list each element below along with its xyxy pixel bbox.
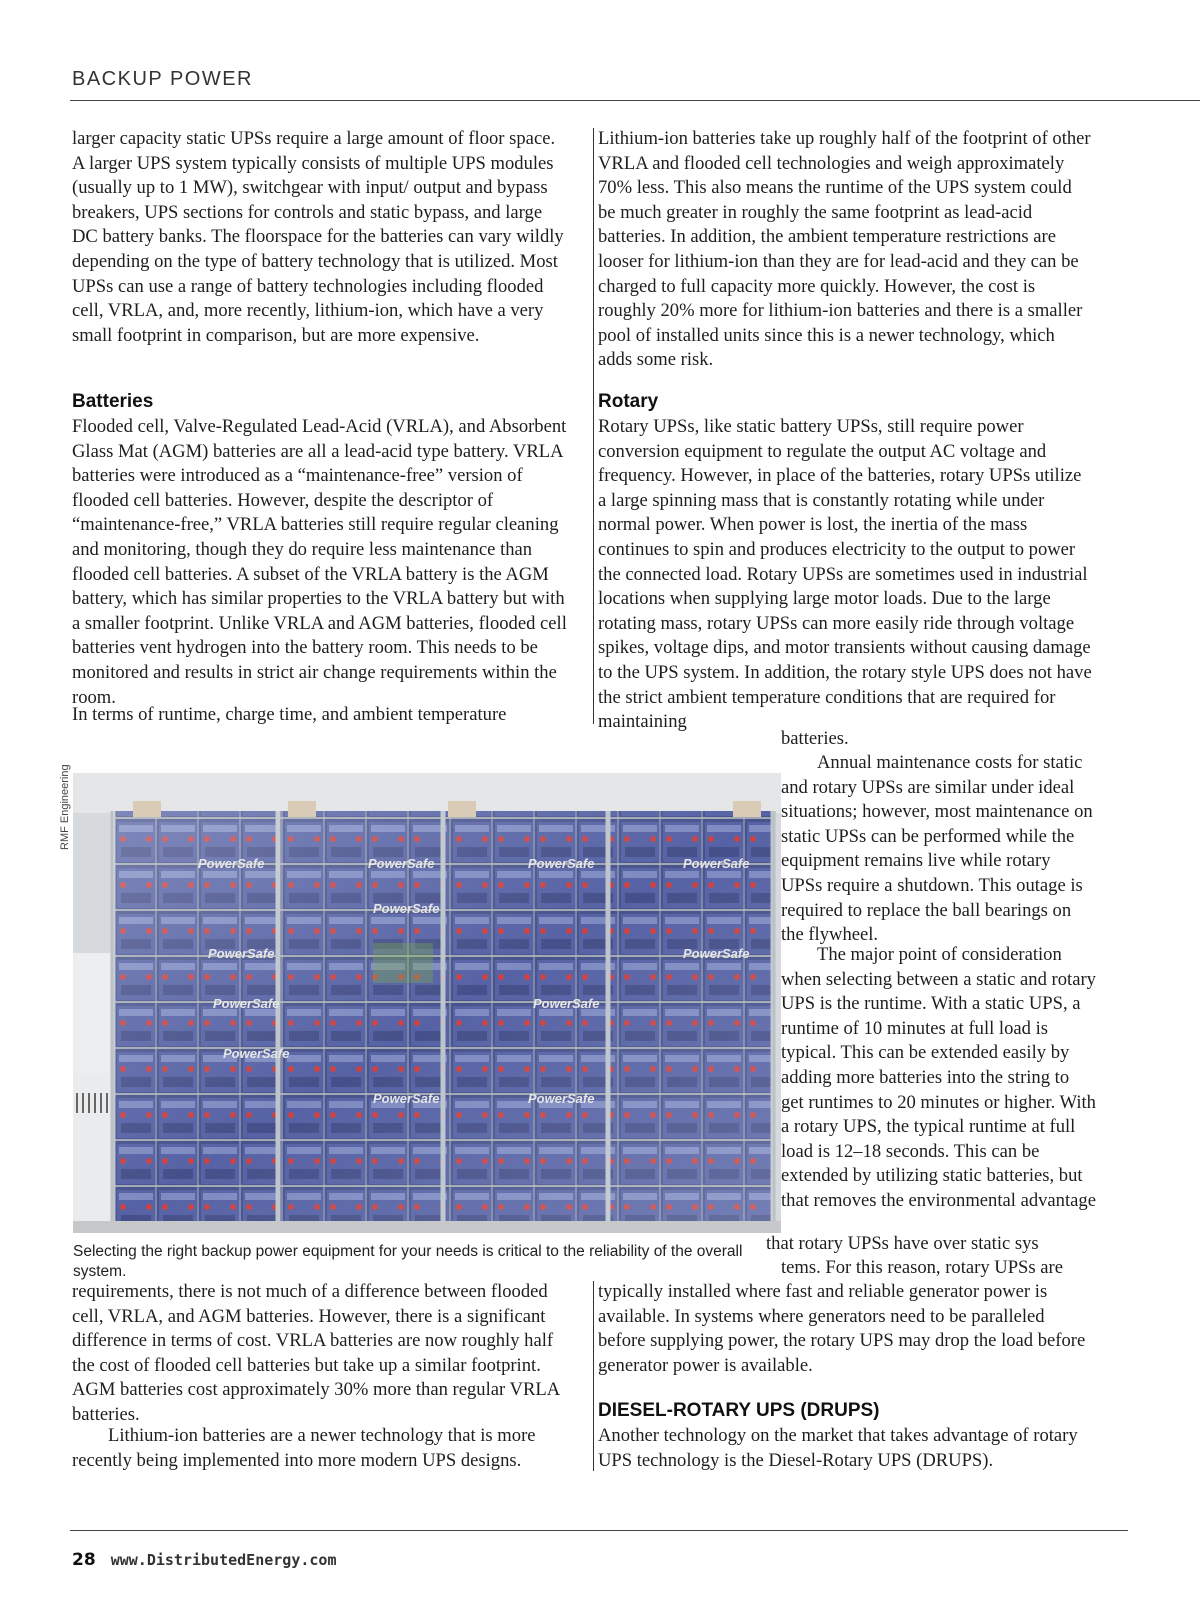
- brand-label: PowerSafe: [683, 856, 750, 871]
- runtime-paragraph-tail: typically installed where fast and reliable generator power is available. In systems where generators need to be paralleled before supplying power, the rotary UPS may drop the load before generator power is available.: [598, 1281, 1086, 1376]
- rotary-heading: Rotary: [598, 391, 659, 412]
- brand-label: PowerSafe: [373, 901, 440, 916]
- brand-label: PowerSafe: [223, 1046, 290, 1061]
- brand-label: PowerSafe: [208, 946, 275, 961]
- brand-label: PowerSafe: [373, 1091, 440, 1106]
- rotary-paragraph-end: batteries.: [781, 728, 849, 749]
- runtime-paragraph: The major point of consideration when selecting between a static and rotary UPS is the runtime. With a static UPS, a runtime of 10 minutes at full load is typical. This can be extended easily by adding more batteries into the string to get runtimes to 20 minutes or higher. With a rotary UPS, the typical runtime at full load is 12–18 seconds. This can be extended by utilizing static batteries, but that removes the environmental advantage: [781, 944, 1096, 1211]
- photo-credit: RMF Engineering: [59, 764, 71, 850]
- drups-paragraph: Another technology on the market that takes advantage of rotary UPS technology is the Diesel-Rotary UPS (DRUPS).: [598, 1425, 1078, 1471]
- footer: [72, 1550, 336, 1570]
- section-header: BACKUP POWER: [72, 68, 253, 90]
- column-divider: [593, 1281, 594, 1471]
- runtime-paragraph-line: tems. For this reason, rotary UPSs are: [781, 1257, 1063, 1278]
- batteries-paragraph-continued: requirements, there is not much of a difference between flooded cell, VRLA, and AGM batteries. However, there is a significant difference in terms of cost. VRLA batteries are now roughly half the cost of flooded cell batteries but take up a similar footprint. AGM batteries cost approximately 30% more than regular VRLA batteries.: [72, 1281, 560, 1425]
- lithium-continued-paragraph: Lithium-ion batteries take up roughly half of the footprint of other VRLA and flooded cell technologies and weigh approximately 70% less. This also means the runtime of the UPS system could be much greater in roughly the same footprint as lead-acid batteries. In addition, the ambient temperature restrictions are looser for lithium-ion than they are for lead-acid and they can be charged to full capacity more quickly. However, the cost is roughly 20% more for lithium-ion batteries and there is a smaller pool of installed units since this is a newer technology, which adds some risk.: [598, 128, 1091, 371]
- brand-label: PowerSafe: [213, 996, 280, 1011]
- batteries-paragraph: Flooded cell, Valve-Regulated Lead-Acid (VRLA), and Absorbent Glass Mat (AGM) batteries are all a lead-acid type battery. VRLA batteries were introduced as a “maintenance-free” version of flooded cell batteries. However, despite the descriptor of “maintenance-free,” VRLA batteries still require regular cleaning and monitoring, though they do require less maintenance than flooded cell batteries. A subset of the VRLA battery is the AGM battery, which has similar properties to the VRLA battery but with a smaller footprint. Unlike VRLA and AGM batteries, flooded cell batteries vent hydrogen into the battery room. This needs to be monitored and results in strict air change requirements within the room.: [72, 416, 567, 708]
- website-link[interactable]: www.DistributedEnergy.com: [110, 1551, 337, 1569]
- column-divider: [593, 128, 594, 724]
- footer-rule: [70, 1530, 1128, 1531]
- lithium-paragraph: Lithium-ion batteries are a newer technology that is more recently being implemented into more modern UPS designs.: [72, 1425, 536, 1471]
- batteries-paragraph-start: In terms of runtime, charge time, and ambient temperature: [72, 704, 507, 725]
- battery-rack-illustration: [73, 773, 781, 1233]
- page-number: 28: [72, 1550, 96, 1570]
- rotary-paragraph: Rotary UPSs, like static battery UPSs, still require power conversion equipment to regulate the output AC voltage and frequency. However, in place of the batteries, rotary UPSs utilize a large spinning mass that is constantly rotating while under normal power. When power is lost, the inertia of the mass continues to spin and produces electricity to the output to power the connected load. Rotary UPSs are sometimes used in industrial locations when supplying large motor loads. Due to the large rotating mass, rotary UPSs can more easily ride through voltage spikes, voltage dips, and motor transients without causing damage to the UPS system. In addition, the rotary style UPS does not have the strict ambient temperature conditions that are required for maintaining: [598, 416, 1092, 733]
- brand-label: PowerSafe: [528, 1091, 595, 1106]
- intro-paragraph: larger capacity static UPSs require a large amount of floor space. A larger UPS system typically consists of multiple UPS modules (usually up to 1 MW), switchgear with input/ output and bypass breakers, UPS sections for controls and static bypass, and large DC battery banks. The floorspace for the batteries can vary wildly depending on the type of battery technology that is utilized. Most UPSs can use a range of battery technologies including flooded cell, VRLA, and, more recently, lithium-ion, which have a very small footprint in comparison, but are more expensive.: [72, 128, 564, 346]
- maintenance-paragraph: Annual maintenance costs for static and rotary UPSs are similar under ideal situations; however, most maintenance on static UPSs can be performed while the equipment remains live while rotary UPSs require a shutdown. This outage is required to replace the ball bearings on the flywheel.: [781, 752, 1093, 946]
- figure-caption: Selecting the right backup power equipment for your needs is critical to the reliability of the overall system.: [73, 1243, 743, 1280]
- drups-heading: DIESEL-ROTARY UPS (DRUPS): [598, 1400, 880, 1421]
- battery-rack-photo: [73, 773, 781, 1233]
- brand-label: PowerSafe: [528, 856, 595, 871]
- brand-label: PowerSafe: [368, 856, 435, 871]
- brand-label: PowerSafe: [533, 996, 600, 1011]
- header-rule: [70, 100, 1200, 101]
- runtime-paragraph-line: that rotary UPSs have over static sys: [766, 1233, 1039, 1254]
- batteries-heading: Batteries: [72, 391, 154, 412]
- brand-label: PowerSafe: [198, 856, 265, 871]
- brand-label: PowerSafe: [683, 946, 750, 961]
